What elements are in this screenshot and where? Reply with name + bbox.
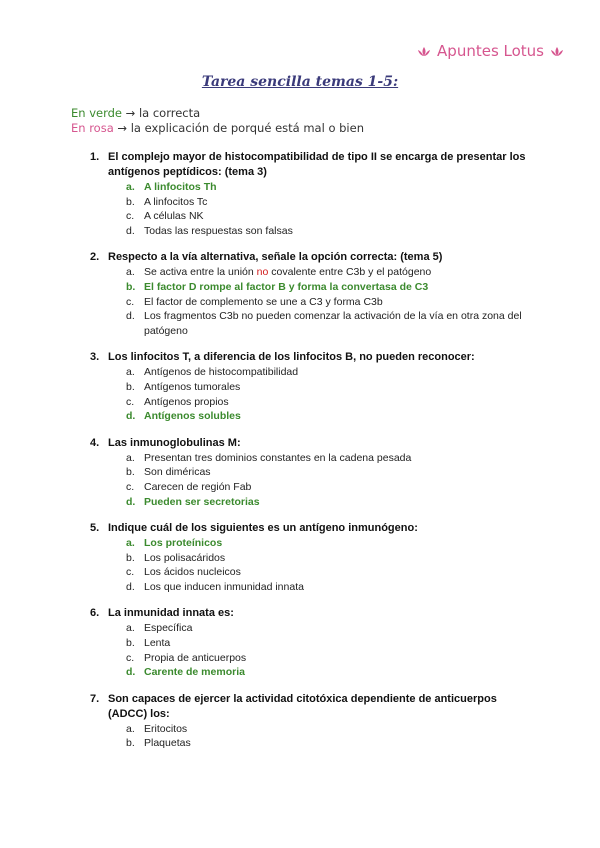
option-item bbox=[126, 395, 530, 410]
option-text: Se activa entre la unión bbox=[144, 266, 257, 279]
legend-green-label: En verde bbox=[71, 106, 122, 120]
option-item bbox=[126, 295, 530, 310]
option-text: Los ácidos nucleicos bbox=[144, 566, 241, 579]
option-letter: a. bbox=[126, 181, 135, 193]
option-text: Los polisacáridos bbox=[144, 551, 226, 564]
option-item bbox=[126, 551, 530, 566]
option-letter: a. bbox=[126, 722, 135, 735]
question-body: Indique cuál de los siguientes es un antígeno inmunógeno: bbox=[108, 522, 418, 535]
lotus-icon bbox=[550, 46, 564, 57]
option-text: Lenta bbox=[144, 637, 171, 650]
question-body: Respecto a la vía alternativa, señale la opción correcta: (tema 5) bbox=[108, 251, 443, 264]
page-title: Tarea sencilla temas 1-5: bbox=[201, 74, 399, 90]
option-correct bbox=[126, 180, 530, 195]
option-text: Los proteínicos bbox=[144, 537, 223, 550]
option-list bbox=[90, 180, 530, 238]
option-item bbox=[126, 651, 530, 666]
option-text: Carente de memoria bbox=[144, 666, 245, 679]
brand-header bbox=[417, 42, 564, 60]
option-text: Carecen de región Fab bbox=[144, 480, 252, 493]
option-list bbox=[90, 621, 530, 679]
arrow-icon: → bbox=[117, 121, 128, 135]
option-letter: a. bbox=[126, 622, 135, 635]
option-text: Son diméricas bbox=[144, 466, 211, 479]
option-text: A células NK bbox=[144, 210, 204, 223]
option-item bbox=[126, 209, 530, 224]
option-item bbox=[126, 736, 530, 751]
option-list bbox=[90, 365, 530, 423]
option-text: Antígenos de histocompatibilidad bbox=[144, 366, 299, 379]
option-item bbox=[126, 451, 530, 466]
option-letter: b. bbox=[126, 380, 135, 393]
option-item bbox=[126, 636, 530, 651]
option-letter: c. bbox=[126, 395, 135, 408]
option-text: Propia de anticuerpos bbox=[144, 651, 247, 664]
question-number: 7. bbox=[90, 692, 100, 705]
option-letter: d. bbox=[126, 410, 136, 423]
question-number: 4. bbox=[90, 436, 100, 449]
option-letter: a. bbox=[126, 451, 135, 464]
question-item bbox=[90, 521, 530, 594]
option-item bbox=[126, 265, 530, 280]
question-text bbox=[90, 150, 530, 180]
option-item bbox=[126, 380, 530, 395]
brand-name: Apuntes Lotus bbox=[437, 42, 544, 60]
color-legend bbox=[71, 106, 364, 136]
option-letter: a. bbox=[126, 266, 135, 279]
question-item bbox=[90, 606, 530, 679]
option-text: Específica bbox=[144, 622, 193, 635]
option-letter: c. bbox=[126, 651, 135, 664]
legend-pink-text: la explicación de porqué está mal o bien bbox=[130, 121, 364, 135]
question-text bbox=[90, 606, 530, 621]
arrow-icon: → bbox=[125, 106, 136, 120]
option-letter: a. bbox=[126, 366, 135, 379]
option-item bbox=[126, 565, 530, 580]
option-letter: b. bbox=[126, 195, 135, 208]
question-body: Las inmunoglobulinas M: bbox=[108, 436, 241, 449]
option-text: Presentan tres dominios constantes en la cadena pesada bbox=[144, 451, 412, 464]
option-letter: d. bbox=[126, 495, 136, 508]
option-list bbox=[90, 451, 530, 509]
option-letter: c. bbox=[126, 566, 135, 579]
option-letter: b. bbox=[126, 637, 135, 650]
question-text bbox=[90, 250, 530, 265]
option-correct bbox=[126, 409, 530, 424]
option-correct bbox=[126, 665, 530, 680]
option-list bbox=[90, 265, 530, 338]
option-text: Plaquetas bbox=[144, 737, 191, 750]
option-item bbox=[126, 309, 530, 338]
question-text bbox=[90, 436, 530, 451]
option-letter: c. bbox=[126, 210, 135, 223]
option-correct bbox=[126, 536, 530, 551]
question-item bbox=[90, 692, 530, 751]
option-text: Antígenos propios bbox=[144, 395, 229, 408]
option-letter: c. bbox=[126, 480, 135, 493]
legend-green-text: la correcta bbox=[138, 106, 201, 120]
question-number: 6. bbox=[90, 607, 100, 620]
legend-green-row bbox=[71, 106, 364, 121]
option-text: Los fragmentos C3b no pueden comenzar la activación de la vía en otra zona del patógeno bbox=[144, 310, 522, 337]
question-number: 3. bbox=[90, 351, 100, 364]
option-text: Todas las respuestas son falsas bbox=[144, 224, 293, 237]
question-list bbox=[90, 150, 530, 763]
question-text bbox=[90, 692, 530, 722]
option-text: El factor D rompe al factor B y forma la convertasa de C3 bbox=[144, 280, 429, 293]
option-item bbox=[126, 621, 530, 636]
option-item bbox=[126, 722, 530, 737]
question-number: 5. bbox=[90, 522, 100, 535]
option-item bbox=[126, 580, 530, 595]
option-text: El factor de complemento se une a C3 y forma C3b bbox=[144, 295, 383, 308]
option-text: Los que inducen inmunidad innata bbox=[144, 580, 304, 593]
option-list bbox=[90, 536, 530, 594]
option-letter: b. bbox=[126, 280, 136, 293]
question-item bbox=[90, 250, 530, 338]
question-number: 1. bbox=[90, 151, 100, 163]
option-text: Antígenos tumorales bbox=[144, 380, 241, 393]
option-list bbox=[90, 722, 530, 751]
question-body: La inmunidad innata es: bbox=[108, 607, 234, 620]
option-highlight: no bbox=[256, 266, 269, 279]
option-letter: d. bbox=[126, 580, 135, 593]
option-letter: d. bbox=[126, 310, 135, 323]
option-text: A linfocitos Th bbox=[144, 181, 217, 193]
question-body: Son capaces de ejercer la actividad citotóxica dependiente de anticuerpos (ADCC) los: bbox=[108, 692, 497, 720]
option-item bbox=[126, 480, 530, 495]
option-letter: c. bbox=[126, 295, 135, 308]
option-letter: d. bbox=[126, 224, 135, 237]
option-item bbox=[126, 465, 530, 480]
option-text: Pueden ser secretorias bbox=[144, 495, 260, 508]
option-text: Eritocitos bbox=[144, 722, 188, 735]
question-item bbox=[90, 350, 530, 423]
option-letter: b. bbox=[126, 551, 135, 564]
question-body: El complejo mayor de histocompatibilidad de tipo II se encarga de presentar los antígenos peptídicos: (tema 3) bbox=[108, 151, 526, 178]
option-text: covalente entre C3b y el patógeno bbox=[268, 266, 432, 279]
option-letter: b. bbox=[126, 466, 135, 479]
option-item bbox=[126, 195, 530, 210]
option-letter: b. bbox=[126, 737, 135, 750]
question-body: Los linfocitos T, a diferencia de los linfocitos B, no pueden reconocer: bbox=[108, 351, 475, 364]
option-item bbox=[126, 224, 530, 239]
question-item bbox=[90, 150, 530, 238]
option-text: A linfocitos Tc bbox=[144, 195, 208, 208]
legend-pink-label: En rosa bbox=[71, 121, 114, 135]
option-letter: a. bbox=[126, 537, 135, 550]
question-number: 2. bbox=[90, 251, 100, 264]
option-item bbox=[126, 365, 530, 380]
question-text bbox=[90, 350, 530, 365]
lotus-icon bbox=[417, 46, 431, 57]
question-text bbox=[90, 521, 530, 536]
question-item bbox=[90, 436, 530, 509]
option-correct bbox=[126, 495, 530, 510]
option-text: Antígenos solubles bbox=[144, 410, 241, 423]
legend-pink-row bbox=[71, 121, 364, 136]
option-correct bbox=[126, 280, 530, 295]
option-letter: d. bbox=[126, 666, 136, 679]
